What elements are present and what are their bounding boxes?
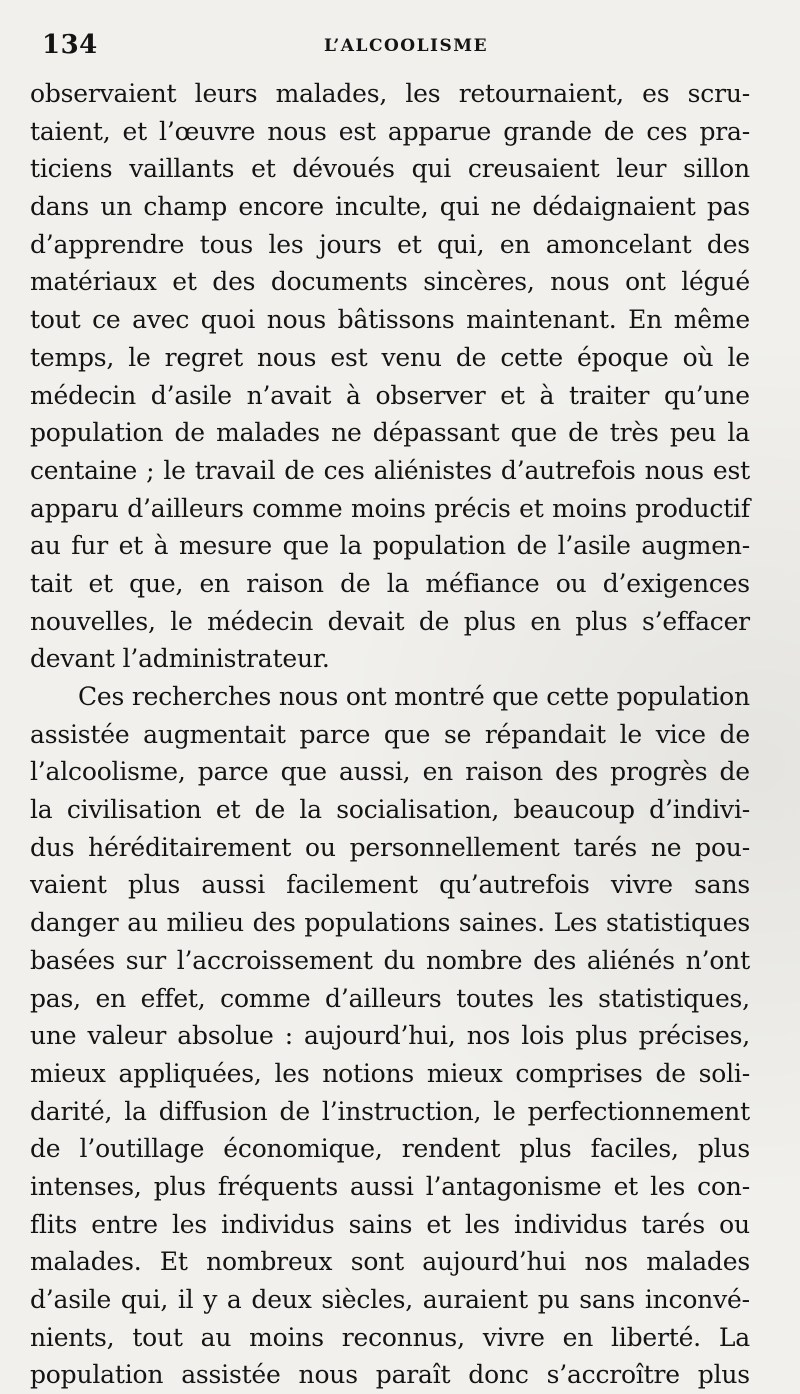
- text-line: Ces recherches nous ont montré que cette population: [78, 682, 750, 711]
- text-line: basées sur l’accroissement du nombre des aliénés n’ont: [30, 945, 750, 975]
- text-line: apparu d’ailleurs comme moins précis et moins productif: [30, 493, 750, 523]
- text-line: de l’outillage économique, rendent plus faciles, plus: [30, 1134, 750, 1164]
- text-line: nients, tout au moins reconnus, vivre en liberté. La: [30, 1322, 750, 1352]
- text-line: taient, et l’œuvre nous est apparue grande de ces pra-: [30, 116, 750, 146]
- text-line: population assistée nous paraît donc s’accroître plus: [30, 1360, 750, 1390]
- text-line: danger au milieu des populations saines. Les statistiques: [30, 908, 750, 938]
- text-line: devant l’administrateur.: [30, 644, 330, 674]
- text-line: population de malades ne dépassant que de très peu la: [30, 418, 750, 448]
- text-line: malades. Et nombreux sont aujourd’hui nos malades: [30, 1247, 750, 1277]
- text-line: nouvelles, le médecin devait de plus en plus s’effacer: [30, 606, 750, 636]
- text-line: au fur et à mesure que la population de l’asile augmen-: [30, 531, 750, 561]
- text-line: la civilisation et de la socialisation, beaucoup d’indivi-: [30, 795, 750, 825]
- text-line: ticiens vaillants et dévoués qui creusaient leur sillon: [30, 154, 750, 184]
- text-line: flits entre les individus sains et les individus tarés ou: [30, 1209, 750, 1239]
- text-line: médecin d’asile n’avait à observer et à traiter qu’une: [30, 380, 750, 410]
- text-line: vaient plus aussi facilement qu’autrefois vivre sans: [30, 870, 750, 900]
- text-line: pas, en effet, comme d’ailleurs toutes les statistiques,: [30, 983, 750, 1013]
- text-line: mieux appliquées, les notions mieux comprises de soli-: [30, 1058, 750, 1088]
- page-number: 134: [42, 30, 98, 60]
- running-title: L’ALCOOLISME: [324, 36, 489, 56]
- text-line: d’apprendre tous les jours et qui, en amoncelant des: [30, 229, 750, 259]
- text-line: darité, la diffusion de l’instruction, le perfectionnement: [30, 1096, 750, 1126]
- text-line: tait et que, en raison de la méfiance ou d’exigences: [30, 568, 750, 598]
- text-line: temps, le regret nous est venu de cette époque où le: [30, 342, 750, 372]
- running-head: [42, 30, 770, 66]
- text-line: dus héréditairement ou personnellement tarés ne pou-: [30, 832, 750, 862]
- text-line: matériaux et des documents sincères, nous ont légué: [30, 267, 750, 297]
- text-line: assistée augmentait parce que se répandait le vice de: [30, 719, 750, 749]
- text-line: observaient leurs malades, les retournaient, es scru-: [30, 79, 750, 108]
- text-line: l’alcoolisme, parce que aussi, en raison des progrès de: [30, 757, 750, 787]
- text-line: dans un champ encore inculte, qui ne dédaignaient pas: [30, 192, 750, 222]
- text-line: tout ce avec quoi nous bâtissons maintenant. En même: [30, 305, 750, 335]
- text-line: centaine ; le travail de ces aliénistes d’autrefois nous est: [30, 455, 750, 485]
- text-line: d’asile qui, il y a deux siècles, auraient pu sans inconvé-: [30, 1285, 750, 1314]
- text-line: intenses, plus fréquents aussi l’antagonisme et les con-: [30, 1171, 750, 1201]
- text-line: une valeur absolue : aujourd’hui, nos lois plus précises,: [30, 1021, 750, 1051]
- body-text: [30, 75, 750, 1394]
